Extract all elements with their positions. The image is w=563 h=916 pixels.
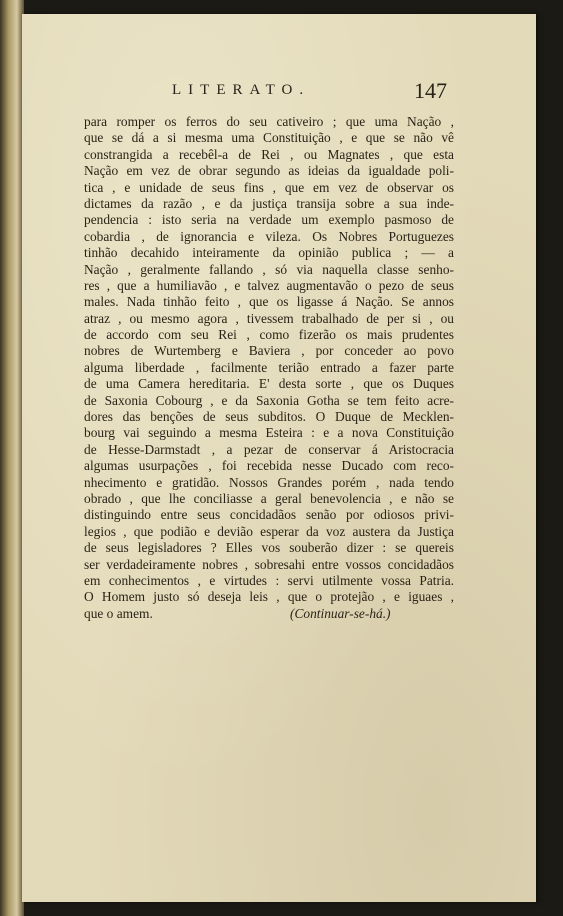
text-line: alguma liberdade , facilmente terião entrado a fazer parte [84,359,454,375]
text-line: nobres de Wurtemberg e Baviera , por conceder ao povo [84,343,454,359]
text-line: obrado , que lhe conciliasse a geral benevolencia , e não se [84,490,454,506]
text-line: Nação , geralmente fallando , só via naquella classe senho- [84,261,454,277]
text-line: distinguindo entre seus concidadãos senão por odiosos privi- [84,507,454,523]
text-line: tinhão decahido inteiramente da opinião publica ; — a [84,245,454,261]
text-line: de Saxonia Cobourg , e da Saxonia Gotha se tem feito acre- [84,392,454,408]
text-line: que o amem. [84,605,153,621]
text-line: de accordo com seu Rei , como fizerão os mais prudentes [84,327,454,343]
continuation-note: (Continuar-se-há.) [290,606,391,621]
text-line: que se dá a si mesma uma Constituição , e que se não vê [84,130,454,146]
text-line: para romper os ferros do seu cativeiro ; que uma Nação , [84,114,454,129]
text-line: bourg vai seguindo a mesma Esteira : e a nova Constituição [84,425,454,441]
book-gutter [0,0,24,916]
book-page [22,14,536,902]
text-line: males. Nada tinhão feito , que os ligasse á Nação. Se annos [84,294,454,310]
text-line: tica , e unidade de seus fins , que em vez de observar os [84,179,454,195]
text-line: pendencia : isto seria na verdade um exemplo pasmoso de [84,212,454,228]
text-line: res , que a humiliavão , e talvez augmentavão o pezo de seus [84,277,454,293]
text-line: algumas usurpações , foi recebida nesse Ducado com reco- [84,458,454,474]
text-line: em conhecimentos , e virtudes : servi utilmente vossa Patria. [84,572,454,588]
text-line: atraz , ou mesmo agora , tivessem trabalhado de per si , ou [84,310,454,326]
text-line: de seus legisladores ? Elles vos souberão dizer : se quereis [84,540,454,556]
text-line: dores das benções de seus subditos. O Duque de Mecklen- [84,409,454,425]
body-text [84,114,454,622]
text-line: ser verdadeiramente nobres , sobresahi entre vossos concidadãos [84,556,454,572]
text-line: de Hesse-Darmstadt , a pezar de conservar á Aristocracia [84,441,454,457]
running-head: LITERATO. [172,82,311,98]
text-line: O Homem justo só deseja leis , que o protejão , e iguaes , [84,589,454,605]
text-line: legios , que podião e devião esperar da voz austera da Justiça [84,523,454,539]
text-line: de uma Camera hereditaria. E' desta sorte , que os Duques [84,376,454,392]
page-number: 147 [414,78,447,103]
text-line: dictames da razão , e da justiça transija sobre a sua inde- [84,195,454,211]
text-line: cobardia , de ignorancia e vileza. Os Nobres Portuguezes [84,228,454,244]
text-line: Nação em vez de obrar segundo as ideias da igualdade poli- [84,163,454,179]
text-line: constrangida a recebêl-a de Rei , ou Magnates , que esta [84,146,454,162]
text-line: nhecimento e gratidão. Nossos Grandes porém , nada tendo [84,474,454,490]
